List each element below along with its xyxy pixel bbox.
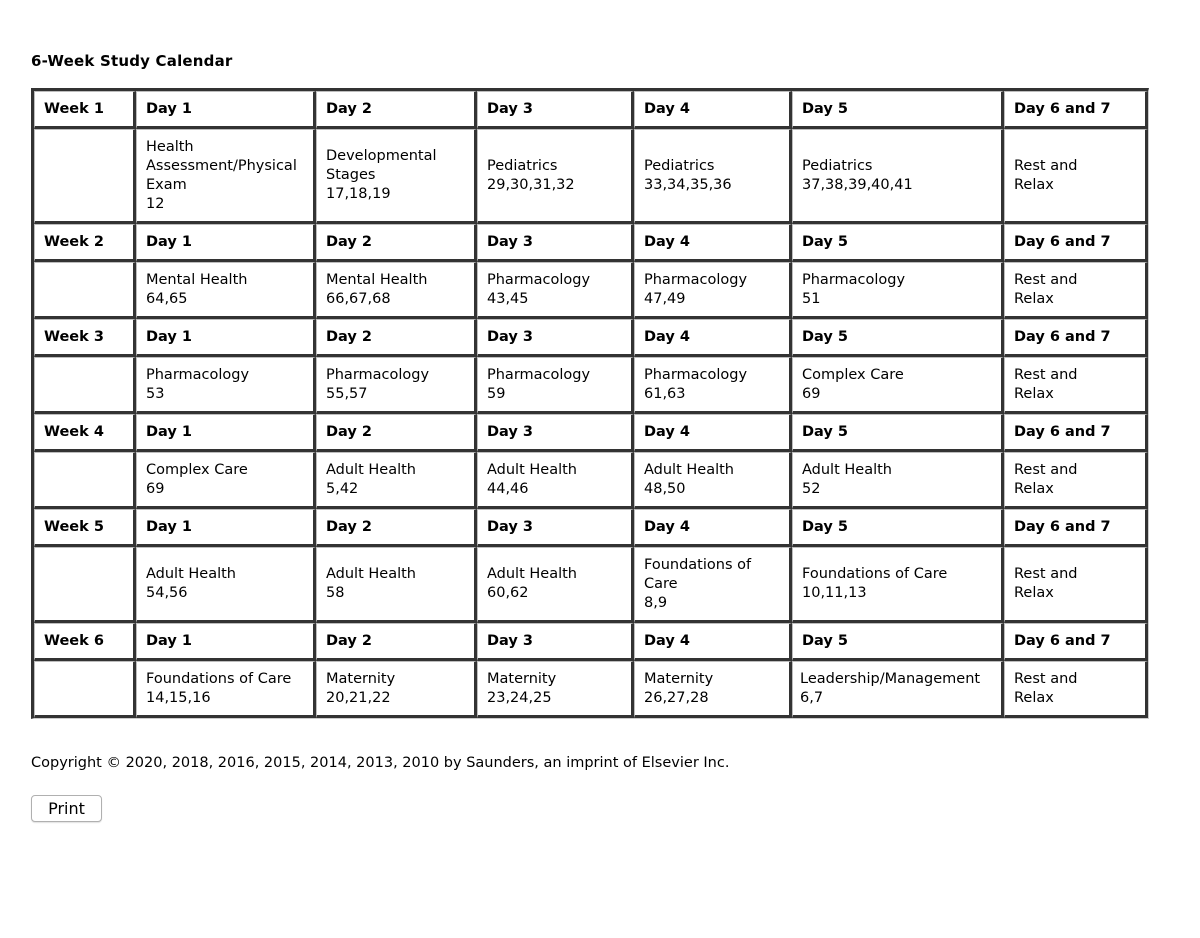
week-header-row (34, 224, 1148, 262)
print-button[interactable]: Print (31, 795, 102, 822)
study-cell (136, 547, 316, 623)
study-chapters: 58 (326, 585, 345, 601)
week-label: Week 3 (34, 319, 136, 357)
week-content-row (34, 661, 1148, 718)
study-topic: Rest and Relax (1014, 157, 1078, 193)
day-label: Day 6 and 7 (1004, 319, 1148, 357)
study-topic: Foundations of Care (802, 566, 948, 582)
study-topic: Mental Health (146, 271, 248, 288)
study-cell (477, 661, 634, 718)
week-header-row (34, 509, 1148, 547)
copyright-notice: Copyright © 2020, 2018, 2016, 2015, 2014, 2013, 2010 by Saunders, an imprint of Elsevier Inc. (31, 755, 730, 771)
study-topic: Maternity (644, 670, 714, 687)
study-topic: Developmental Stages (326, 148, 437, 183)
day-label: Day 5 (792, 91, 1004, 129)
day-label: Day 2 (316, 623, 477, 661)
day-label: Day 5 (792, 319, 1004, 357)
study-topic: Adult Health (487, 566, 577, 582)
day-label: Day 5 (792, 414, 1004, 452)
study-chapters: 69 (802, 385, 821, 402)
day-label: Day 1 (136, 414, 316, 452)
study-topic: Adult Health (326, 566, 416, 582)
study-topic: Pharmacology (802, 271, 906, 288)
day-label: Day 2 (316, 224, 477, 262)
study-chapters: 8,9 (644, 594, 668, 611)
study-chapters: 37,38,39,40,41 (802, 176, 913, 193)
empty-cell (34, 547, 136, 623)
study-topic: Pharmacology (146, 366, 250, 383)
week-content-row (34, 262, 1148, 319)
study-topic: Adult Health (487, 461, 577, 478)
week-label: Week 6 (34, 623, 136, 661)
study-topic: Rest and Relax (1014, 366, 1078, 402)
day-label: Day 3 (477, 414, 634, 452)
study-topic: Rest and Relax (1014, 566, 1078, 601)
study-topic: Rest and Relax (1014, 271, 1078, 307)
day-label: Day 3 (477, 319, 634, 357)
week-label: Week 2 (34, 224, 136, 262)
day-label: Day 6 and 7 (1004, 224, 1148, 262)
study-cell (316, 129, 477, 224)
study-chapters: 54,56 (146, 585, 188, 601)
study-cell (792, 357, 1004, 414)
day-label: Day 4 (634, 91, 792, 129)
study-cell (316, 262, 477, 319)
study-chapters: 6,7 (800, 689, 824, 706)
week-label: Week 5 (34, 509, 136, 547)
study-topic: Health Assessment/Physical Exam (146, 138, 297, 193)
day-label: Day 2 (316, 319, 477, 357)
day-label: Day 2 (316, 414, 477, 452)
week-header-row (34, 623, 1148, 661)
study-topic: Adult Health (146, 566, 236, 582)
study-chapters: 60,62 (487, 585, 529, 601)
study-cell (316, 357, 477, 414)
week-header-row (34, 319, 1148, 357)
week-label: Week 1 (34, 91, 136, 129)
study-cell (634, 129, 792, 224)
study-chapters: 61,63 (644, 385, 686, 402)
study-topic: Pharmacology (644, 366, 748, 383)
study-chapters: 53 (146, 385, 165, 402)
day-label: Day 4 (634, 319, 792, 357)
rest-cell (1004, 547, 1148, 623)
study-topic: Adult Health (644, 461, 734, 478)
study-chapters: 59 (487, 385, 506, 402)
study-chapters: 10,11,13 (802, 585, 867, 601)
week-content-row (34, 452, 1148, 509)
study-chapters: 47,49 (644, 290, 686, 307)
study-topic: Mental Health (326, 271, 428, 288)
study-topic: Pediatrics (802, 157, 873, 174)
study-topic: Maternity (487, 670, 557, 687)
rest-cell (1004, 129, 1148, 224)
study-chapters: 51 (802, 290, 821, 307)
study-topic: Complex Care (802, 366, 904, 383)
rest-cell (1004, 357, 1148, 414)
study-cell (477, 262, 634, 319)
study-cell (477, 357, 634, 414)
study-topic: Leadership/Management (800, 670, 981, 687)
rest-cell (1004, 262, 1148, 319)
study-cell (477, 547, 634, 623)
study-topic: Foundations of Care (146, 670, 292, 687)
study-cell (316, 661, 477, 718)
study-chapters: 69 (146, 480, 165, 497)
rest-cell (1004, 661, 1148, 718)
day-label: Day 3 (477, 91, 634, 129)
study-topic: Rest and Relax (1014, 670, 1078, 706)
study-cell (316, 452, 477, 509)
study-topic: Pharmacology (487, 366, 591, 383)
day-label: Day 3 (477, 509, 634, 547)
study-cell (634, 661, 792, 718)
study-chapters: 17,18,19 (326, 186, 391, 202)
day-label: Day 1 (136, 319, 316, 357)
day-label: Day 1 (136, 224, 316, 262)
week-header-row (34, 91, 1148, 129)
study-chapters: 52 (802, 480, 821, 497)
study-topic: Pharmacology (487, 271, 591, 288)
study-chapters: 55,57 (326, 385, 368, 402)
day-label: Day 2 (316, 91, 477, 129)
study-chapters: 5,42 (326, 480, 359, 497)
study-chapters: 12 (146, 195, 165, 212)
day-label: Day 4 (634, 414, 792, 452)
study-cell (136, 357, 316, 414)
study-chapters: 64,65 (146, 290, 188, 307)
day-label: Day 3 (477, 623, 634, 661)
day-label: Day 1 (136, 623, 316, 661)
week-header-row (34, 414, 1148, 452)
empty-cell (34, 129, 136, 224)
study-cell (477, 452, 634, 509)
study-chapters: 44,46 (487, 480, 529, 497)
day-label: Day 4 (634, 509, 792, 547)
study-topic: Pharmacology (644, 271, 748, 288)
study-cell (634, 547, 792, 623)
empty-cell (34, 357, 136, 414)
study-topic: Pediatrics (644, 157, 715, 174)
study-chapters: 14,15,16 (146, 689, 211, 706)
study-cell (792, 661, 1004, 718)
week-content-row (34, 547, 1148, 623)
day-label: Day 2 (316, 509, 477, 547)
study-cell (792, 452, 1004, 509)
empty-cell (34, 262, 136, 319)
study-topic: Maternity (326, 670, 396, 687)
study-cell (792, 547, 1004, 623)
study-chapters: 23,24,25 (487, 689, 552, 706)
study-cell (136, 262, 316, 319)
study-chapters: 26,27,28 (644, 689, 709, 706)
study-cell (792, 262, 1004, 319)
study-topic: Complex Care (146, 461, 248, 478)
study-chapters: 20,21,22 (326, 689, 391, 706)
day-label: Day 1 (136, 91, 316, 129)
day-label: Day 6 and 7 (1004, 91, 1148, 129)
study-cell (136, 452, 316, 509)
empty-cell (34, 661, 136, 718)
study-topic: Adult Health (326, 461, 416, 478)
study-cell (634, 452, 792, 509)
study-topic: Pediatrics (487, 157, 558, 174)
day-label: Day 3 (477, 224, 634, 262)
study-chapters: 29,30,31,32 (487, 176, 575, 193)
page-title: 6-Week Study Calendar (31, 52, 233, 70)
study-cell (316, 547, 477, 623)
day-label: Day 4 (634, 623, 792, 661)
study-cell (634, 262, 792, 319)
day-label: Day 6 and 7 (1004, 414, 1148, 452)
study-topic: Rest and Relax (1014, 461, 1078, 497)
day-label: Day 6 and 7 (1004, 623, 1148, 661)
study-cell (136, 129, 316, 224)
day-label: Day 4 (634, 224, 792, 262)
study-calendar-table (31, 88, 1149, 719)
study-chapters: 43,45 (487, 290, 529, 307)
week-content-row (34, 129, 1148, 224)
study-topic: Foundations of Care (644, 556, 752, 592)
study-chapters: 66,67,68 (326, 290, 391, 307)
study-topic: Adult Health (802, 461, 892, 478)
day-label: Day 5 (792, 509, 1004, 547)
study-topic: Pharmacology (326, 366, 430, 383)
day-label: Day 5 (792, 224, 1004, 262)
empty-cell (34, 452, 136, 509)
study-cell (792, 129, 1004, 224)
rest-cell (1004, 452, 1148, 509)
week-label: Week 4 (34, 414, 136, 452)
day-label: Day 5 (792, 623, 1004, 661)
study-cell (477, 129, 634, 224)
study-chapters: 48,50 (644, 480, 686, 497)
day-label: Day 1 (136, 509, 316, 547)
week-content-row (34, 357, 1148, 414)
study-cell (634, 357, 792, 414)
day-label: Day 6 and 7 (1004, 509, 1148, 547)
study-chapters: 33,34,35,36 (644, 176, 732, 193)
study-cell (136, 661, 316, 718)
